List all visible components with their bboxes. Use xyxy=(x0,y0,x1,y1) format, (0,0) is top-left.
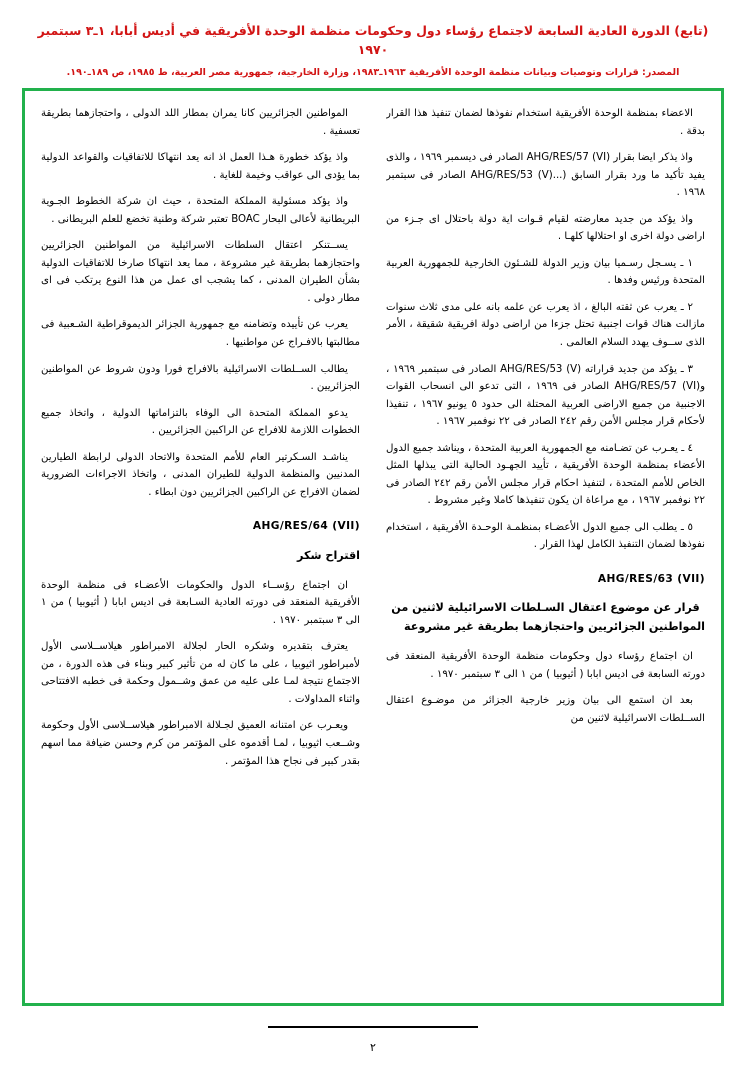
header-title: (تابع) الدورة العادية السابعة لاجتماع رؤساء دول وحكومات منظمة الوحدة الأفريقية في أديس أبابا، ١ـ٣ سبتمبر ١٩٧٠ xyxy=(37,23,709,57)
paragraph: ٥ ـ يطلب الى جميع الدول الأعضـاء بمنظمـة الوحـدة الأفريقية ، استخدام نفوذها لضمان التنفيذ الكامل لهذا القرار . xyxy=(386,521,705,551)
paragraph: يعترف بتقديره وشكره الحار لجلالة الامبراطور هيلاســلاسى الأول لأمبراطور اثيوبيا ، على ما كان له من تأثير كبير وبناء فى هذه الدورة ، من الاجتماع نتيجة لمـا على عليه من عمق وشــمول وحكمة فى خطبه الافتتاحى واثناء المداولات . xyxy=(41,641,360,705)
resolution-code: AHG/RES/63 (VII) xyxy=(597,573,705,586)
column-left xyxy=(41,105,360,993)
paragraph: ٢ ـ يعرب عن ثقته البالغ ، اذ يعرب عن علمه بانه على مدى ثلاث سنوات مازالت هناك قوات اجنبية تحتل جزءا من اراضى دولة افريقية شقيقة ، الأمر الذى ســوف يهدد السلام العالمى . xyxy=(386,301,705,349)
paragraph: ان اجتماع رؤســاء الدول والحكومات الأعضـاء فى منظمة الوحدة الأفريقية المنعقد فى دورته العادية السـابعة فى اديس ابابا ( أثيوبيا ) من ١ الى ٣ سبتمبر ١٩٧٠ . xyxy=(41,579,360,626)
column-right xyxy=(386,105,705,993)
header-source: المصدر: قرارات وتوصيات وبيانات منظمة الوحدة الأفريقية ١٩٦٣ـ١٩٨٣، وزارة الخارجية، جمهورية مصر العربية، ط ١٩٨٥، ص ١٨٩ـ١٩٠. xyxy=(66,66,680,78)
paragraph: ويعـرب عن امتنانه العميق لجـلالة الامبراطور هيلاســلاسى الأول وحكومة وشــعب اثيوبيا ، لمـا أقدموه على المؤتمر من كرم وحسن ضيافة مما اسهم بقدر كبير فى نجاح هذا المؤتمر . xyxy=(41,720,360,767)
resolution-title: اقتراح شكر xyxy=(297,548,360,562)
paragraph: ٤ ـ يعـرب عن تضـامنه مع الجمهورية العربية المتحدة ، ويناشد جميع الدول الأعضاء بمنظمة الوحدة الأفريقية ، تأييد الجهـود الحالية التى يبذلها المثل الخاص للأمم المتحدة ، لتنفيذ احكام قرار مجلس الأمن رقم ٢٤٢ الصادر فى ٢٢ نوفمبر ١٩٦٧ ، مع مراعاة ان يكون تنفيذها كاملا وغير مشروط . xyxy=(386,442,705,507)
paragraph: ان اجتماع رؤساء دول وحكومات منظمة الوحدة الأفريقية المنعقد فى دورته السابعة فى اديس ابابا ( أثيوبيا ) من ١ الى ٣ سبتمبر ١٩٧٠ . xyxy=(386,651,705,680)
paragraph: ١ ـ يسـجل رسـميا بيان وزير الدولة للشـئون الخارجية للجمهورية العربية المتحدة ورئيس وفدها . xyxy=(386,257,705,287)
paragraph: بعد ان استمع الى بيان وزير خارجية الجزائر من موضـوع اعتقال الســلطات الاسرائيلية لاثنين من xyxy=(386,695,705,724)
paragraph: يســتنكر اعتقال السلطات الاسرائيلية من المواطنين الجزائريين واحتجازهما بطريقة غير مشروعة ، مما يعد انتهاكا صارخا للاتفاقيات الدولية بشأن الطيران المدنى ، كما يشجب اى عمل من هذا النوع يرتكب فى اى مطار دولى . xyxy=(41,240,360,304)
paragraph: يعرب عن تأييده وتضامنه مع جمهورية الجزائر الديموقراطية الشـعبية فى مطالبتها بالافـراج عن مواطنيها . xyxy=(41,319,360,349)
paragraph: المواطنين الجزائريين كانا يمران بمطار اللد الدولى ، واحتجازهما بطريقة تعسفية . xyxy=(41,108,360,137)
paragraph: يناشـد السـكرتير العام للأمم المتحدة والاتحاد الدولى لرابطة الطيارين المدنيين والمنظمة الدولية للطيران المدنى ، واتخاذ الاجراءات الضرورية لضمان الافراج عن الراكبين الجزائريين دون ابطاء . xyxy=(41,451,360,498)
paragraph: واذ يؤكد خطورة هـذا العمل اذ انه يعد انتهاكا للاتفاقيات والقواعد الدولية بما يؤدى الى عواقب وخيمة للغاية . xyxy=(41,152,360,181)
paragraph: الاعضاء بمنظمة الوحدة الأفريقية استخدام نفوذها لضمان تنفيذ هذا القرار بدقة . xyxy=(386,108,705,137)
paragraph: يدعو المملكة المتحدة الى الوفاء بالتزاماتها الدولية ، واتخاذ جميع الخطوات اللازمة للافراج عن الراكبين الجزائريين . xyxy=(41,407,360,437)
paragraph: يطالب الســلطات الاسرائيلية بالافراج فورا ودون شروط عن المواطنين الجزائريين . xyxy=(41,363,360,393)
footer-divider xyxy=(268,1026,478,1028)
paragraph: ٣ ـ يؤكد من جديد قراراته (AHG/RES/53 (V الصادر فى سبتمبر ١٩٦٩ ، و(AHG/RES/57 (VI الصادر فى ١٩٦٩ ، التى تدعو الى انسحاب القوات الاجنبية من جميع الاراضى العربية المحتلة الى حدود ٥ يونيو ١٩٦٧ ، تنفيذا لأحكام قرار مجلس الأمن رقم ٢٤٢ الصادر فى ٢٢ نوفمبر ١٩٦٧ . xyxy=(386,363,705,428)
paragraph: واذ يؤكد من جديد معارضته لقيام قـوات اية دولة باحتلال اى جـزء من اراضى دولة اخرى او احتلالها كلهـا . xyxy=(386,213,705,243)
page-number: ٢ xyxy=(370,1041,376,1054)
content-frame xyxy=(22,88,724,1006)
paragraph: واذ يذكر ايضا بقرار (AHG/RES/57 (VI الصادر فى ديسمبر ١٩٦٩ ، والذى يفيد تأكيد ما ورد بقرار السابق (...AHG/RES/53 (V) الصادر فى سبتمبر ١٩٦٨ . xyxy=(386,152,705,199)
paragraph: واذ يؤكد مسئولية المملكة المتحدة ، حيث ان شركة الخطوط الجـوية البريطانية لأعالى البحار BOAC تعتبر شركة وطنية تخضع للعلم البريطانى . xyxy=(41,196,360,225)
two-column-body xyxy=(25,91,721,1003)
page-header xyxy=(0,0,746,80)
resolution-code: AHG/RES/64 (VII) xyxy=(252,520,360,533)
resolution-title: قرار عن موضوع اعتقال السـلطات الاسرائيلية لاثنين من المواطنين الجزائريين واحتجازهما بطريقة غير مشروعة xyxy=(391,601,705,634)
